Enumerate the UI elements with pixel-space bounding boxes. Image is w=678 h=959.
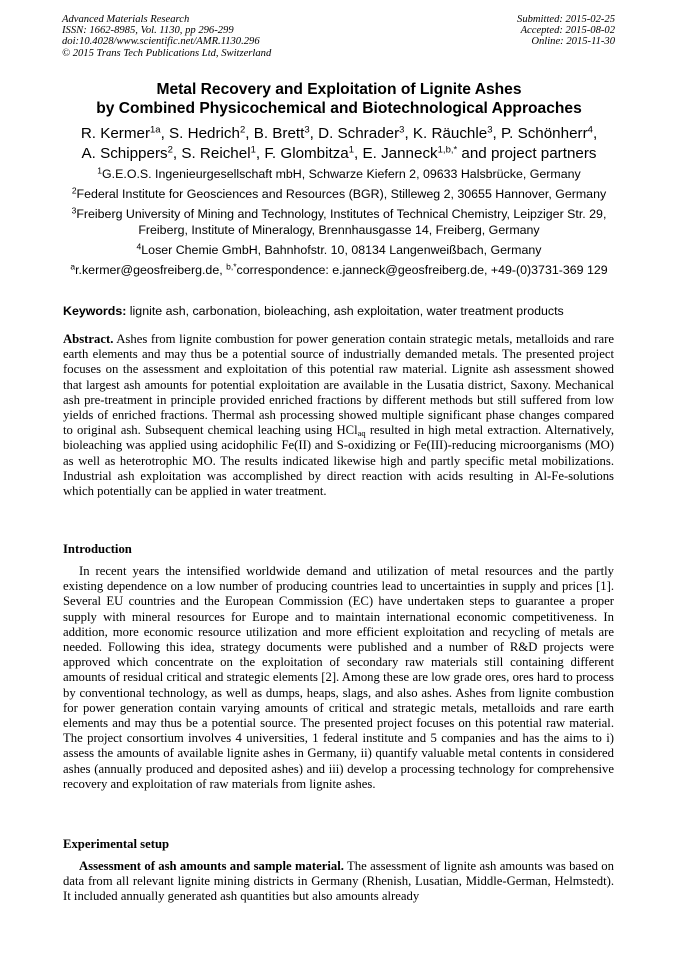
author-name: A. Schippers xyxy=(81,145,168,162)
author-name: B. Brett xyxy=(253,125,305,142)
author-name: P. Schönherr xyxy=(500,125,588,142)
affil-text: Federal Institute for Geosciences and Resources (BGR), Stilleweg 2, 30655 Hannover, Germany xyxy=(76,187,607,201)
abstract-label: Abstract. xyxy=(63,332,114,346)
affil-text: Freiberg, Institute of Mineralogy, Brennhausgasse 14, Freiberg, Germany xyxy=(138,223,540,237)
author-affil-mark: 1 xyxy=(348,144,355,156)
author-name: S. Hedrich xyxy=(169,125,240,142)
author-name: E. Janneck xyxy=(362,145,438,162)
author-affil-mark: 3 xyxy=(399,124,405,136)
contact-email-a[interactable]: r.kermer@geosfreiberg.de, xyxy=(75,263,227,277)
affil-mark: 4 xyxy=(136,241,142,252)
abstract-text-2: resulted in high metal extraction. Alternatively, bioleaching was applied using acidophilic Fe(II) and S-oxidizing or Fe(III)-reducing microorganisms (MO) as well as heterotrophic MO. The results indicated likewise high and partly specific metal mobilizations. Industrial ash exploitation was accomplished by direct reaction with acids resulting in Al-Fe-solutions which potentially can be applied in water treatment. xyxy=(63,423,614,499)
affiliation-1 xyxy=(40,166,638,182)
journal-issn: ISSN: 1662-8985, Vol. 1130, pp 296-299 xyxy=(62,25,234,37)
abstract xyxy=(63,332,614,499)
author-name: F. Glombitza xyxy=(264,145,349,162)
title-line-2: by Combined Physicochemical and Biotechnological Approaches xyxy=(96,100,582,117)
paper-title xyxy=(40,80,638,118)
contact-correspondence[interactable]: correspondence: e.janneck@geosfreiberg.de, +49-(0)3731-369 129 xyxy=(236,263,608,277)
introduction-text: In recent years the intensified worldwide demand and utilization of metal resources and the partly existing dependence on a low number of producing countries lead to uncertainties in supply and prices [1]. Several EU countries and the European Commission (EC) have undertaken steps to guarantee a proper supply with mineral resources for Europe and to maintain international economic competitiveness. In addition, more economic resource utilization and more efficient exploitation and recycling of metals are needed. Following this idea, strategy documents were published and a number of R&D projects were approved which concentrate on the exploitation of secondary raw materials still containing different amounts of residual critical and strategic elements [2]. Among these are low grade ores, ores hard to process by conventional technology, as well as dumps, heaps, slags, and also ashes. Ashes from lignite combustion for power generation contain varying amounts of critical and strategic metals, metalloids and rare earth elements and may thus be a potential source. The presented project focuses on this potential raw material. The project consortium involves 4 universities, 1 federal institute and 5 companies and has the aims to i) assess the amounts of available lignite ashes in Germany, ii) quantify valuable metal contents in considered ashes (annually produced and deposited ashes) and iii) develop a processing technology for comprehensive recovery and exploitation of raw materials from lignite ashes. xyxy=(63,564,614,791)
affil-text: Loser Chemie GmbH, Bahnhofstr. 10, 08134 Langenweißbach, Germany xyxy=(141,243,542,257)
keywords xyxy=(63,304,564,318)
affiliation-list xyxy=(40,166,638,282)
title-line-1: Metal Recovery and Exploitation of Lignite Ashes xyxy=(156,81,522,98)
author-affil-mark: 1a xyxy=(150,124,161,136)
author-affil-mark: 3 xyxy=(487,124,493,136)
author-affil-mark: 1 xyxy=(250,144,256,156)
author-name: K. Räuchle xyxy=(412,125,488,142)
journal-copyright: © 2015 Trans Tech Publications Ltd, Switzerland xyxy=(62,47,272,59)
author-line-1: R. Kermer$^{1a}$, S. Hedrich$^2$, B. Brett$^3$, D. Schrader$^3$, K. Räuchle$^3$, P. Schönherr$^4$, xyxy=(80,124,598,142)
contact-line xyxy=(40,262,638,278)
affiliation-2 xyxy=(40,186,638,202)
abstract-text-1: Ashes from lignite combustion for power generation contain strategic metals, metalloids and rare earth elements and may thus be a potential source of industrially demanded metals. The presented project focuses on the assessment and exploitation of this potential raw material. Lignite ash assessment showed that largest ash amounts for potential exploitation are available in the Lusatia district, Saxony. Mechanical ash pre-treatment in principle provided enriched fractions by different methods but still suffered from low yields of enriched fractions. Thermal ash processing showed multiple significant phase changes compared to original ash. Subsequent chemical leaching using HCl xyxy=(63,332,614,438)
keywords-label: Keywords: xyxy=(63,304,127,318)
journal-name: Advanced Materials Research xyxy=(62,14,190,25)
abstract-subscript: aq xyxy=(357,428,366,439)
affil-mark: 1 xyxy=(97,165,103,176)
contact-mark-b: b,* xyxy=(226,261,237,272)
experimental-heading: Experimental setup xyxy=(63,837,170,851)
affil-mark: 3 xyxy=(71,205,77,216)
online-date: Online: 2015-11-30 xyxy=(531,36,615,48)
experimental-subheading: Assessment of ash amounts and sample material. xyxy=(79,859,344,873)
affiliation-3 xyxy=(40,206,638,238)
keywords-text: lignite ash, carbonation, bioleaching, ash exploitation, water treatment products xyxy=(126,304,564,318)
submission-dates xyxy=(517,14,615,48)
author-list xyxy=(40,124,638,164)
journal-info xyxy=(62,14,271,59)
accepted-date: Accepted: 2015-08-02 xyxy=(520,25,615,37)
author-suffix: and project partners xyxy=(457,145,597,162)
contact-mark-a: a xyxy=(70,261,76,272)
journal-doi[interactable]: doi:10.4028/www.scientific.net/AMR.1130.296 xyxy=(62,36,260,48)
affil-mark: 2 xyxy=(71,185,77,196)
author-affil-mark: 2 xyxy=(239,124,246,136)
affil-text: Freiberg University of Mining and Technology, Institutes of Technical Chemistry, Leipziger Str. 29, xyxy=(76,207,607,221)
affiliation-4 xyxy=(40,242,638,258)
introduction-heading: Introduction xyxy=(63,542,132,556)
experimental-paragraph: The assessment of lignite ash amounts was based on data from all relevant lignite mining districts in Germany (Rhenish, Lusatian, Middle-German, Helmstedt). It included annually generated ash quantities but also amounts already xyxy=(63,859,614,904)
submitted-date: Submitted: 2015-02-25 xyxy=(517,14,615,25)
author-line-2: A. Schippers$^2$, S. Reichel$^1$, F. Glombitza$^1$, E. Janneck$^{1,b,*}$ and project partners xyxy=(81,144,597,162)
author-name: R. Kermer xyxy=(80,125,151,142)
author-affil-mark: 2 xyxy=(167,144,173,156)
author-affil-mark: 1,b,* xyxy=(437,144,458,156)
author-name: S. Reichel xyxy=(181,145,251,162)
experimental-text xyxy=(63,859,614,905)
affil-text: G.E.O.S. Ingenieurgesellschaft mbH, Schwarze Kiefern 2, 09633 Halsbrücke, Germany xyxy=(102,167,581,181)
author-affil-mark: 3 xyxy=(304,124,310,136)
author-name: D. Schrader xyxy=(318,125,400,142)
author-affil-mark: 4 xyxy=(587,124,593,136)
